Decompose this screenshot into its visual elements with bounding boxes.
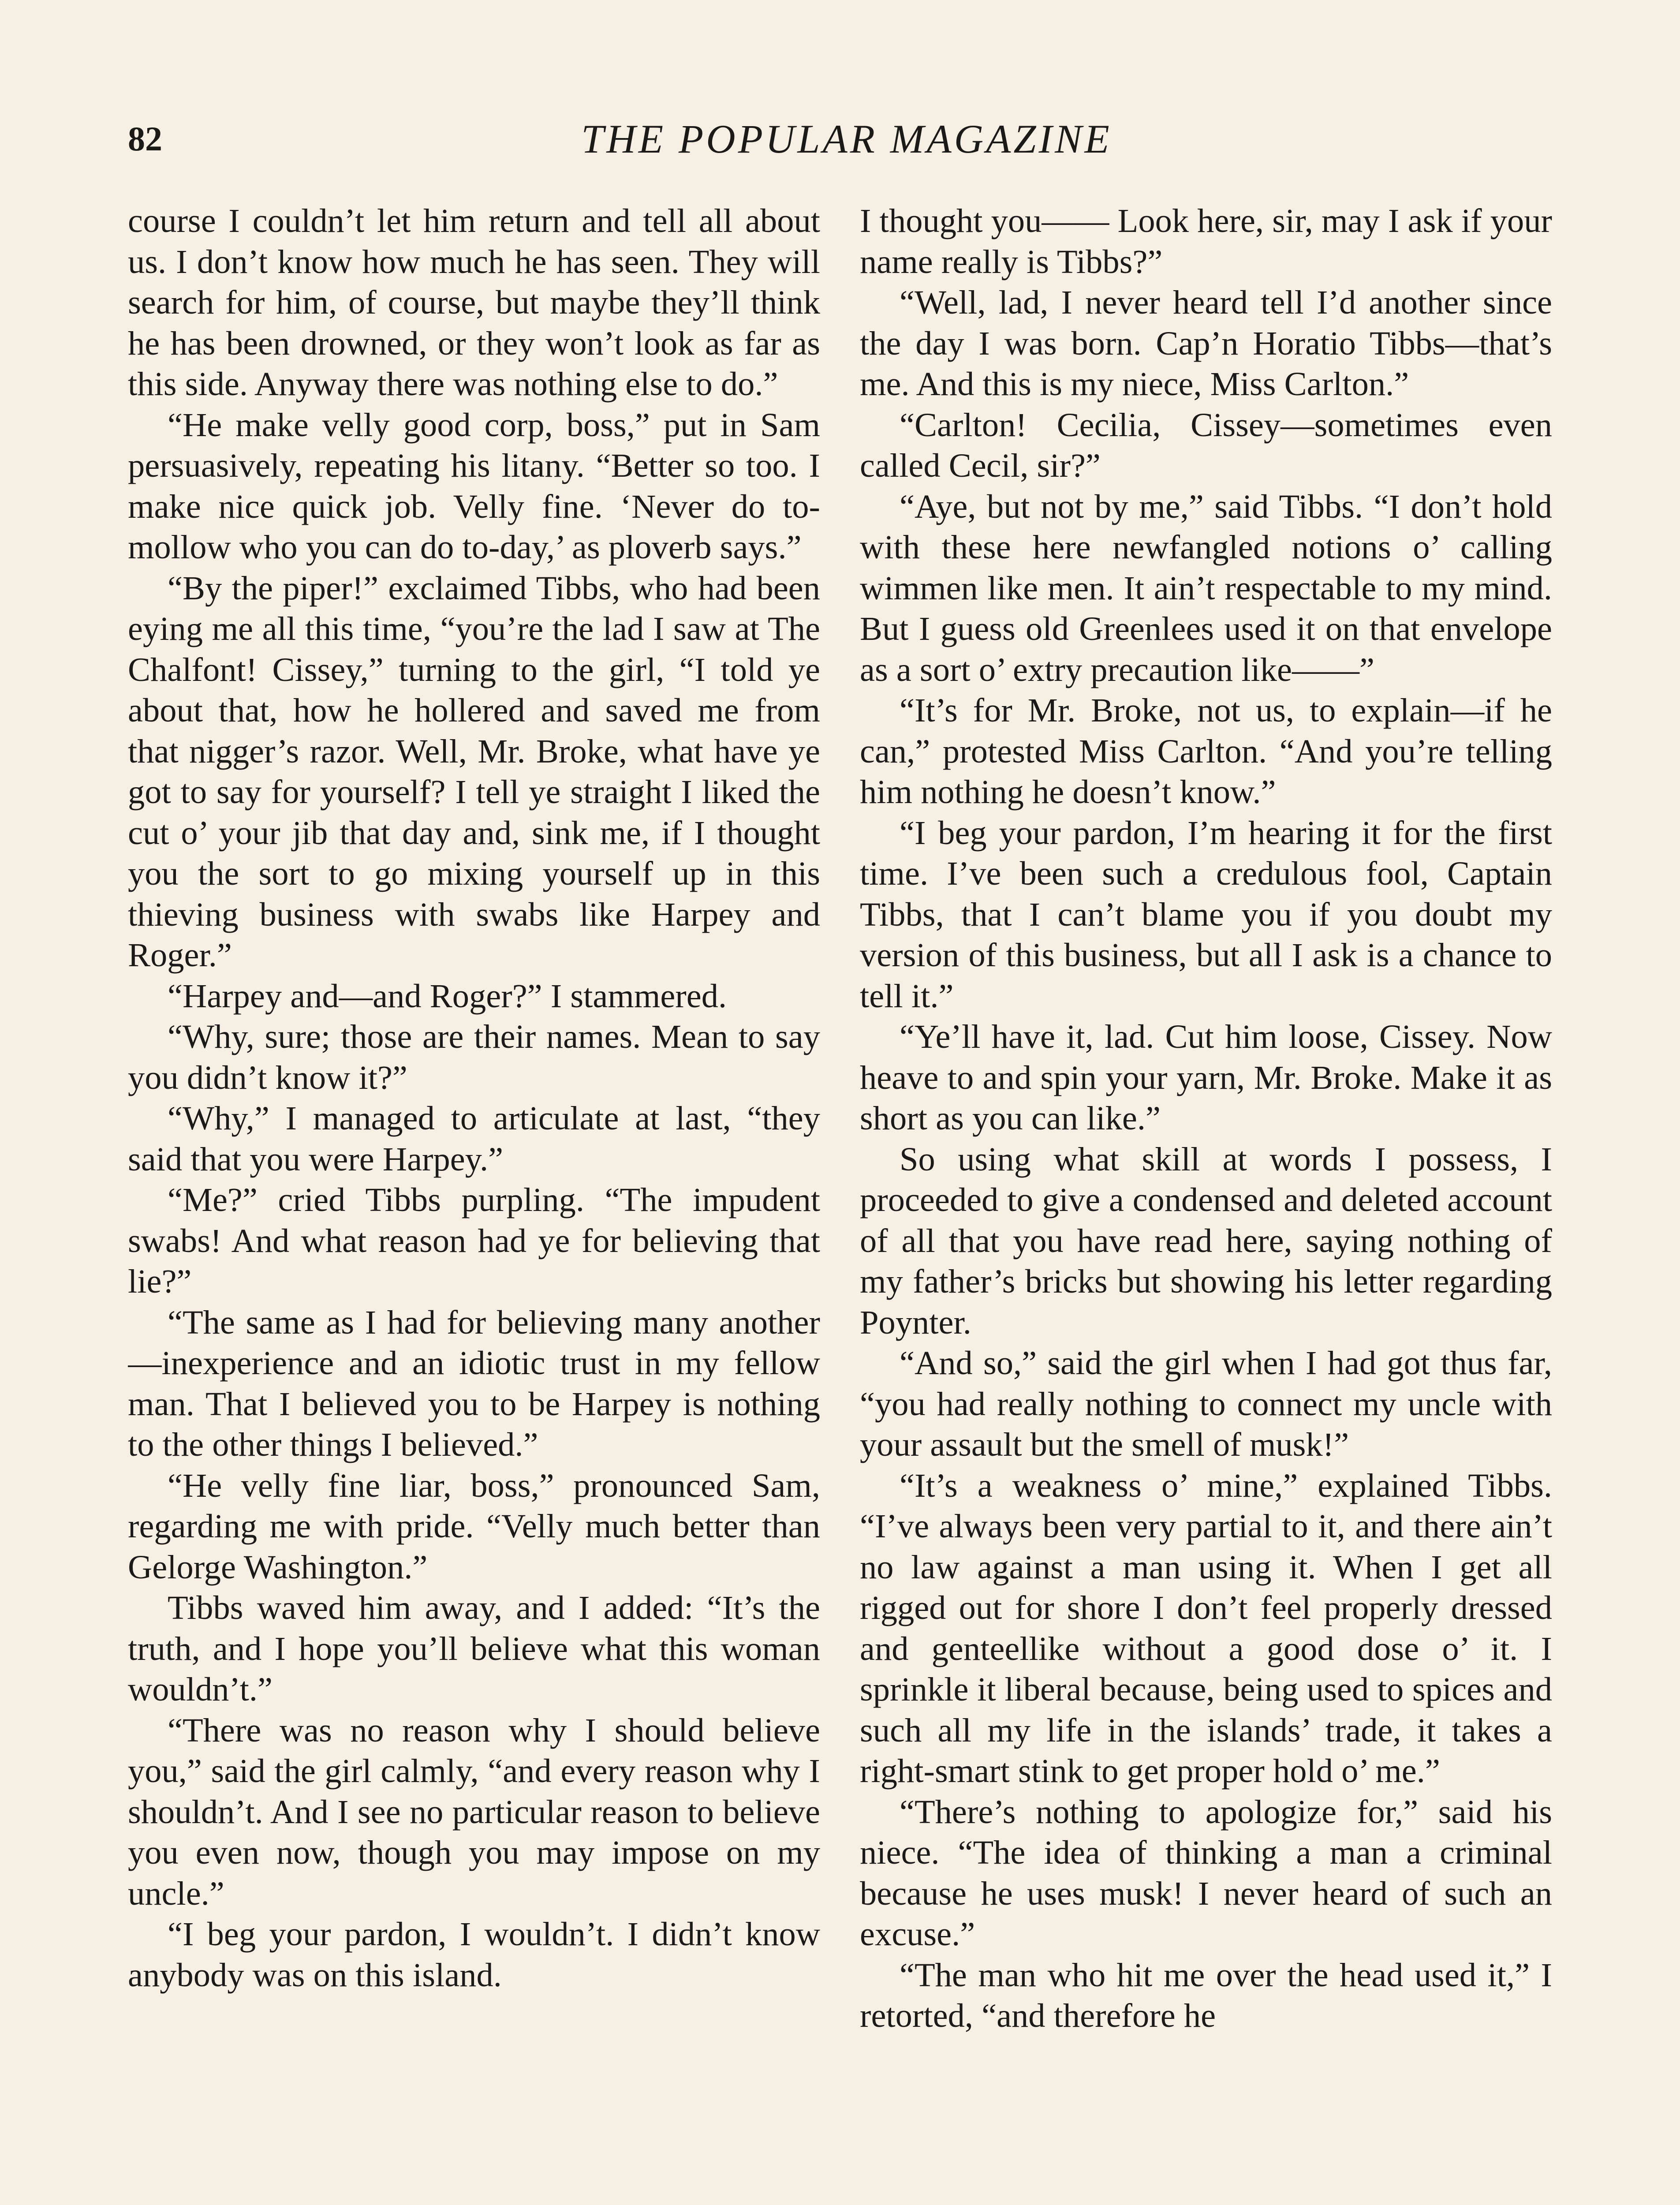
paragraph: “Why, sure; those are their names. Mean to say you didn’t know it?”	[128, 1018, 820, 1096]
running-head: THE POPULAR MAGAZINE	[581, 116, 1112, 161]
right-column	[860, 201, 1552, 2205]
paragraph: “Carlton! Cecilia, Cissey—sometimes even called Cecil, sir?”	[860, 406, 1552, 484]
paragraph: “Harpey and—and Roger?” I stammered.	[168, 977, 727, 1015]
paragraph: “The same as I had for believing many another—inexperience and an idiotic trust in my fellow man. That I believed you to be Harpey is nothing to the other things I believed.”	[128, 1303, 820, 1463]
paragraph: “Ye’ll have it, lad. Cut him loose, Cissey. Now heave to and spin your yarn, Mr. Broke. Make it as short as you can like.”	[860, 1018, 1552, 1137]
paragraph: “It’s for Mr. Broke, not us, to explain—if he can,” protested Miss Carlton. “And you’re telling him nothing he doesn’t know.”	[860, 691, 1552, 811]
paragraph: “There was no reason why I should believe you,” said the girl calmly, “and every reason why I shouldn’t. And I see no particular reason to believe you even now, though you may impose on my uncle.”	[128, 1711, 820, 1912]
page-number: 82	[128, 120, 162, 158]
paragraph: “I beg your pardon, I’m hearing it for the first time. I’ve been such a credulous fool, Captain Tibbs, that I can’t blame you if you doubt my version of this business, but all I ask is a chance to tell it.”	[860, 814, 1552, 1015]
paragraph: “By the piper!” exclaimed Tibbs, who had been eying me all this time, “you’re the lad I saw at The Chalfont! Cissey,” turning to the girl, “I told ye about that, how he hollered and saved me from that nigger’s razor. Well, Mr. Broke, what have ye got to say for yourself? I tell ye straight I liked the cut o’ your jib that day and, sink me, if I thought you the sort to go mixing yourself up in this thieving business with swabs like Harpey and Roger.”	[128, 569, 820, 974]
paragraph: course I couldn’t let him return and tell all about us. I don’t know how much he has seen. They will search for him, of course, but maybe they’ll think he has been drowned, or they won’t look as far as this side. Anyway there was nothing else to do.”	[128, 202, 820, 403]
paragraph: “Aye, but not by me,” said Tibbs. “I don’t hold with these here newfangled notions o’ calling wimmen like men. It ain’t respectable to my mind. But I guess old Greenlees used it on that envelope as a sort o’ extry precaution like——”	[860, 487, 1552, 688]
paragraph: “He velly fine liar, boss,” pronounced Sam, regarding me with pride. “Velly much better than Gelorge Washington.”	[128, 1466, 820, 1586]
paragraph: I thought you—— Look here, sir, may I ask if your name really is Tibbs?”	[860, 202, 1552, 280]
paragraph: “Why,” I managed to articulate at last, “they said that you were Harpey.”	[128, 1099, 820, 1178]
paragraph: Tibbs waved him away, and I added: “It’s the truth, and I hope you’ll believe what this woman wouldn’t.”	[128, 1589, 820, 1708]
paragraph: “The man who hit me over the head used it,” I retorted, “and therefore he	[860, 1956, 1552, 2034]
paragraph: “I beg your pardon, I wouldn’t. I didn’t know anybody was on this island.	[128, 1915, 820, 1994]
paragraph: “Me?” cried Tibbs purpling. “The impudent swabs! And what reason had ye for believing that lie?”	[128, 1181, 820, 1300]
paragraph: “And so,” said the girl when I had got thus far, “you had really nothing to connect my uncle with your assault but the smell of musk!”	[860, 1344, 1552, 1463]
paragraph: “There’s nothing to apologize for,” said his niece. “The idea of thinking a man a criminal because he uses musk! I never heard of such an excuse.”	[860, 1793, 1552, 1953]
paragraph: “Well, lad, I never heard tell I’d another since the day I was born. Cap’n Horatio Tibbs—that’s me. And this is my niece, Miss Carlton.”	[860, 284, 1552, 403]
paragraph: So using what skill at words I possess, I proceeded to give a condensed and deleted account of all that you have read here, saying nothing of my father’s bricks but showing his letter regarding Poynter.	[860, 1140, 1552, 1341]
paragraph: “It’s a weakness o’ mine,” explained Tibbs. “I’ve always been very partial to it, and there ain’t no law against a man using it. When I get all rigged out for shore I don’t feel properly dressed and genteellike without a good dose o’ it. I sprinkle it liberal because, being used to spices and such all my life in the islands’ trade, it takes a right-smart stink to get proper hold o’ me.”	[860, 1466, 1552, 1790]
left-column	[128, 201, 820, 2205]
paragraph: “He make velly good corp, boss,” put in Sam persuasively, repeating his litany. “Better so too. I make nice quick job. Velly fine. ‘Never do to-mollow who you can do to-day,’ as ploverb says.”	[128, 406, 820, 566]
